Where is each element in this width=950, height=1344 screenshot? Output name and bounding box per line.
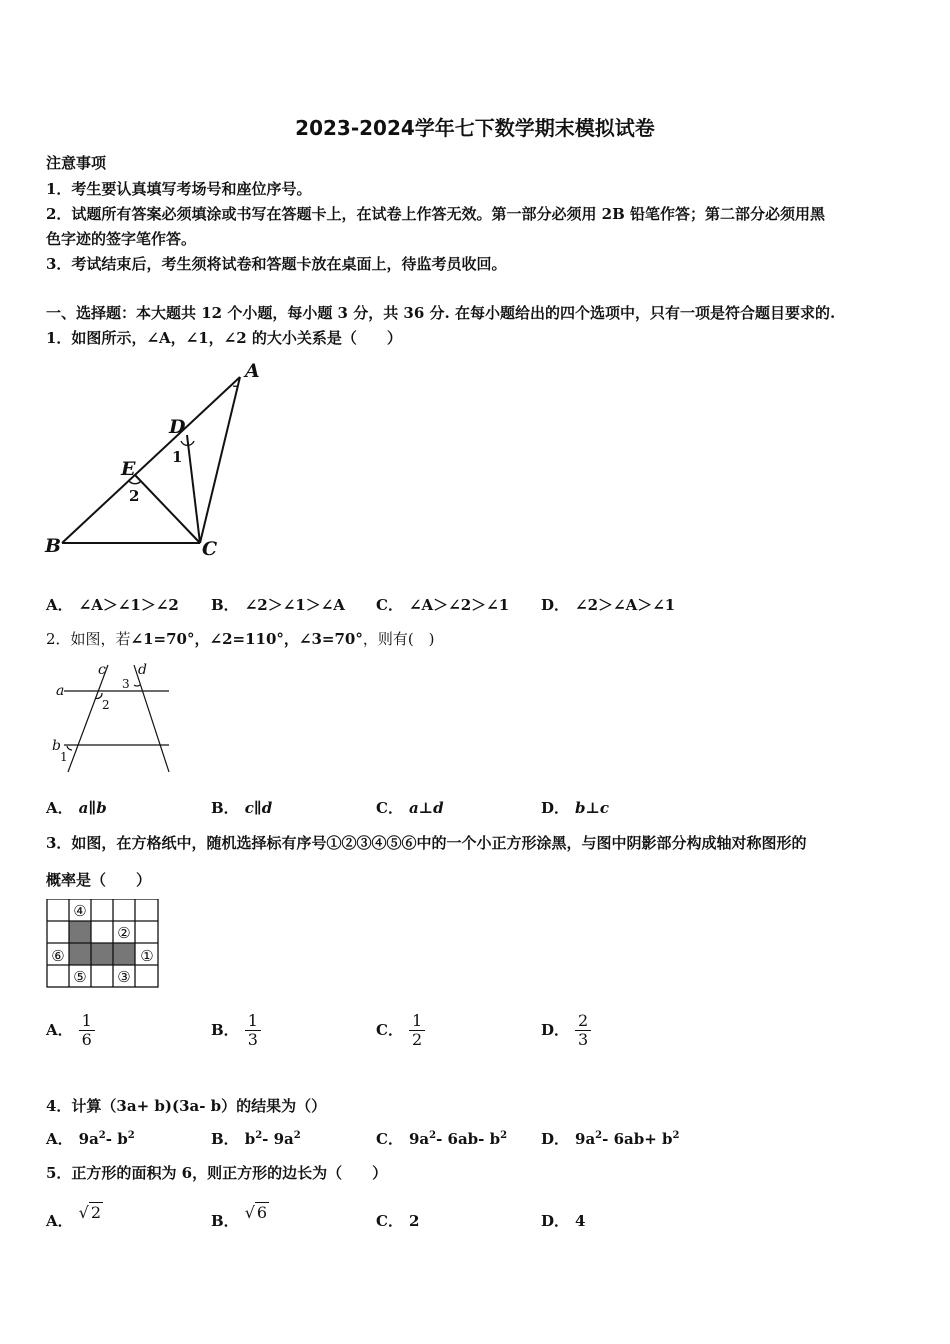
label-line-a: a (56, 683, 65, 699)
q1-option-d[interactable] (541, 594, 675, 615)
shaded-square (69, 943, 91, 965)
fraction (575, 1012, 591, 1049)
option-text: a⊥d (408, 799, 444, 817)
exponent: 2 (293, 1130, 301, 1141)
option-label: B． (211, 1130, 239, 1148)
segment-ba (62, 377, 240, 543)
q5-option-b[interactable] (211, 1203, 269, 1231)
segment-ec (135, 475, 200, 543)
exponent: 2 (429, 1130, 437, 1141)
sqrt-expression: √ 2 (78, 1203, 102, 1222)
cell-label-6: ⑥ (51, 947, 65, 965)
exponent: 2 (500, 1130, 508, 1141)
option-label: D． (541, 1020, 570, 1039)
label-c: C (202, 538, 218, 560)
denominator: 3 (247, 1030, 258, 1049)
q4-option-c[interactable] (376, 1128, 507, 1149)
option-text: 2 (408, 1212, 420, 1230)
option-label: A． (46, 1020, 73, 1039)
option-label: A． (46, 596, 73, 614)
exponent: 2 (595, 1130, 603, 1141)
option-label: D． (541, 799, 570, 817)
option-text: - 9a (262, 1130, 294, 1148)
option-text: ∠A＞∠1＞∠2 (78, 596, 179, 614)
option-text: c∥d (244, 799, 273, 817)
q3-option-d[interactable] (541, 1012, 591, 1049)
q2-option-a[interactable] (46, 797, 107, 818)
line-c (68, 665, 108, 772)
option-label: A． (46, 1130, 73, 1148)
q2-stem-suffix: ，则有( ) (362, 630, 435, 648)
q3-option-b[interactable] (211, 1012, 261, 1049)
option-text: 9a (408, 1130, 430, 1148)
q1-stem: 1．如图所示，∠A，∠1，∠2 的大小关系是（ ） (46, 329, 402, 347)
option-label: A． (46, 1212, 73, 1230)
denominator: 2 (411, 1030, 423, 1049)
option-text: ∠A＞∠2＞∠1 (408, 596, 510, 614)
option-text: - 6ab- b (436, 1130, 501, 1148)
option-label: B． (211, 596, 239, 614)
option-text: - b (105, 1130, 128, 1148)
notice-item: 色字迹的签字笔作答。 (46, 230, 197, 248)
option-text: 9a (575, 1130, 596, 1148)
q4-option-d[interactable] (541, 1128, 679, 1149)
q5-option-c[interactable] (376, 1210, 419, 1231)
segment-ac (200, 377, 240, 543)
q1-option-c[interactable] (376, 594, 509, 615)
numerator: 2 (575, 1012, 591, 1031)
option-text: 4 (575, 1212, 586, 1230)
notice-heading: 注意事项 (46, 154, 107, 172)
label-a: A (245, 360, 260, 382)
option-text: ∠2＞∠1＞∠A (244, 596, 345, 614)
shaded-square (91, 943, 113, 965)
option-text: - 6ab+ b (602, 1130, 673, 1148)
option-label: D． (541, 1130, 570, 1148)
exponent: 2 (98, 1130, 106, 1141)
fraction (409, 1012, 425, 1049)
fraction (79, 1012, 95, 1049)
q3-option-a[interactable] (46, 1012, 95, 1049)
cell-label-4: ④ (73, 902, 87, 920)
label-e: E (121, 458, 136, 480)
label-angle-2: 2 (102, 698, 110, 712)
q5-option-d[interactable] (541, 1210, 585, 1231)
q2-option-b[interactable] (211, 797, 272, 818)
exponent: 2 (672, 1130, 680, 1141)
label-angle-2: 2 (129, 487, 140, 505)
option-label: B． (211, 1020, 239, 1039)
q4-stem: 4．计算（3a+ b)(3a- b）的结果为（） (46, 1097, 327, 1115)
denominator: 6 (81, 1030, 92, 1049)
option-text: a∥b (78, 799, 107, 817)
option-label: A． (46, 799, 73, 817)
q3-stem-line1: 3．如图，在方格纸中，随机选择标有序号①②③④⑤⑥中的一个小正方形涂黑，与图中阴影部分构成轴对称图形的 (46, 834, 807, 852)
option-text: b (244, 1130, 256, 1148)
notice-item: 2．试题所有答案必须填涂或书写在答题卡上，在试卷上作答无效。第一部分必须用 2B 铅笔作答；第二部分必须用黑 (46, 205, 826, 223)
page-title: 2023-2024学年七下数学期末模拟试卷 (295, 116, 655, 140)
shaded-square (69, 921, 91, 943)
cell-label-5: ⑤ (73, 968, 87, 986)
q5-stem: 5．正方形的面积为 6，则正方形的边长为（ ） (46, 1164, 388, 1182)
cell-label-1: ① (140, 947, 154, 965)
option-label: B． (211, 799, 239, 817)
q2-stem (46, 628, 435, 649)
q5-option-a[interactable] (46, 1203, 103, 1231)
option-text: ∠2＞∠A＞∠1 (575, 596, 676, 614)
option-text: 9a (78, 1130, 99, 1148)
option-label: C． (376, 799, 403, 817)
numerator: 1 (79, 1012, 95, 1031)
q2-stem-conditions: ∠1=70°，∠2=110°，∠3=70° (130, 630, 363, 648)
label-angle-3: 3 (122, 677, 130, 691)
line-d (134, 665, 169, 772)
q2-stem-prefix: 2．如图，若 (46, 630, 131, 648)
q1-option-b[interactable] (211, 594, 345, 615)
q2-option-d[interactable] (541, 797, 609, 818)
exponent: 2 (127, 1130, 135, 1141)
option-label: C． (376, 1130, 403, 1148)
numerator: 1 (409, 1012, 425, 1031)
label-line-c: c (98, 662, 106, 678)
q1-triangle-figure (40, 355, 270, 565)
option-label: C． (376, 1020, 403, 1039)
section-heading: 一、选择题：本大题共 12 个小题，每小题 3 分，共 36 分. 在每小题给出的四个选项中，只有一项是符合题目要求的. (46, 304, 836, 322)
radicand: 6 (256, 1203, 268, 1222)
cell-label-3: ③ (117, 968, 131, 986)
label-line-b: b (52, 738, 61, 754)
option-label: B． (211, 1212, 239, 1230)
option-label: C． (376, 1212, 403, 1230)
option-label: D． (541, 596, 570, 614)
q3-grid-figure (46, 899, 162, 990)
shaded-square (113, 943, 135, 965)
angle-2-mark (129, 481, 141, 484)
label-d: D (169, 416, 186, 438)
q2-parallel-lines-figure (46, 660, 176, 776)
segment-dc (187, 435, 200, 543)
cell-label-2: ② (117, 924, 131, 942)
label-angle-1: 1 (60, 750, 68, 764)
numerator: 1 (245, 1012, 261, 1031)
option-label: C． (376, 596, 403, 614)
notice-item: 1．考生要认真填写考场号和座位序号。 (46, 180, 312, 198)
q3-option-c[interactable] (376, 1012, 425, 1049)
radicand: 2 (90, 1203, 102, 1222)
angle-3-mark (134, 685, 140, 686)
q4-option-b[interactable] (211, 1128, 301, 1149)
q1-option-a[interactable] (46, 594, 179, 615)
angle-1-mark (67, 746, 72, 750)
q3-stem-line2: 概率是（ ） (46, 871, 152, 889)
notice-item: 3．考试结束后，考生须将试卷和答题卡放在桌面上，待监考员收回。 (46, 255, 507, 273)
label-angle-1: 1 (172, 448, 183, 466)
denominator: 3 (578, 1030, 589, 1049)
sqrt-expression: √ 6 (244, 1203, 268, 1222)
label-b: B (45, 535, 62, 557)
option-label: D． (541, 1212, 570, 1230)
option-text: b⊥c (575, 799, 610, 817)
fraction (245, 1012, 261, 1049)
q4-option-a[interactable] (46, 1128, 135, 1149)
q2-option-c[interactable] (376, 797, 444, 818)
label-line-d: d (138, 662, 147, 678)
exponent: 2 (255, 1130, 263, 1141)
